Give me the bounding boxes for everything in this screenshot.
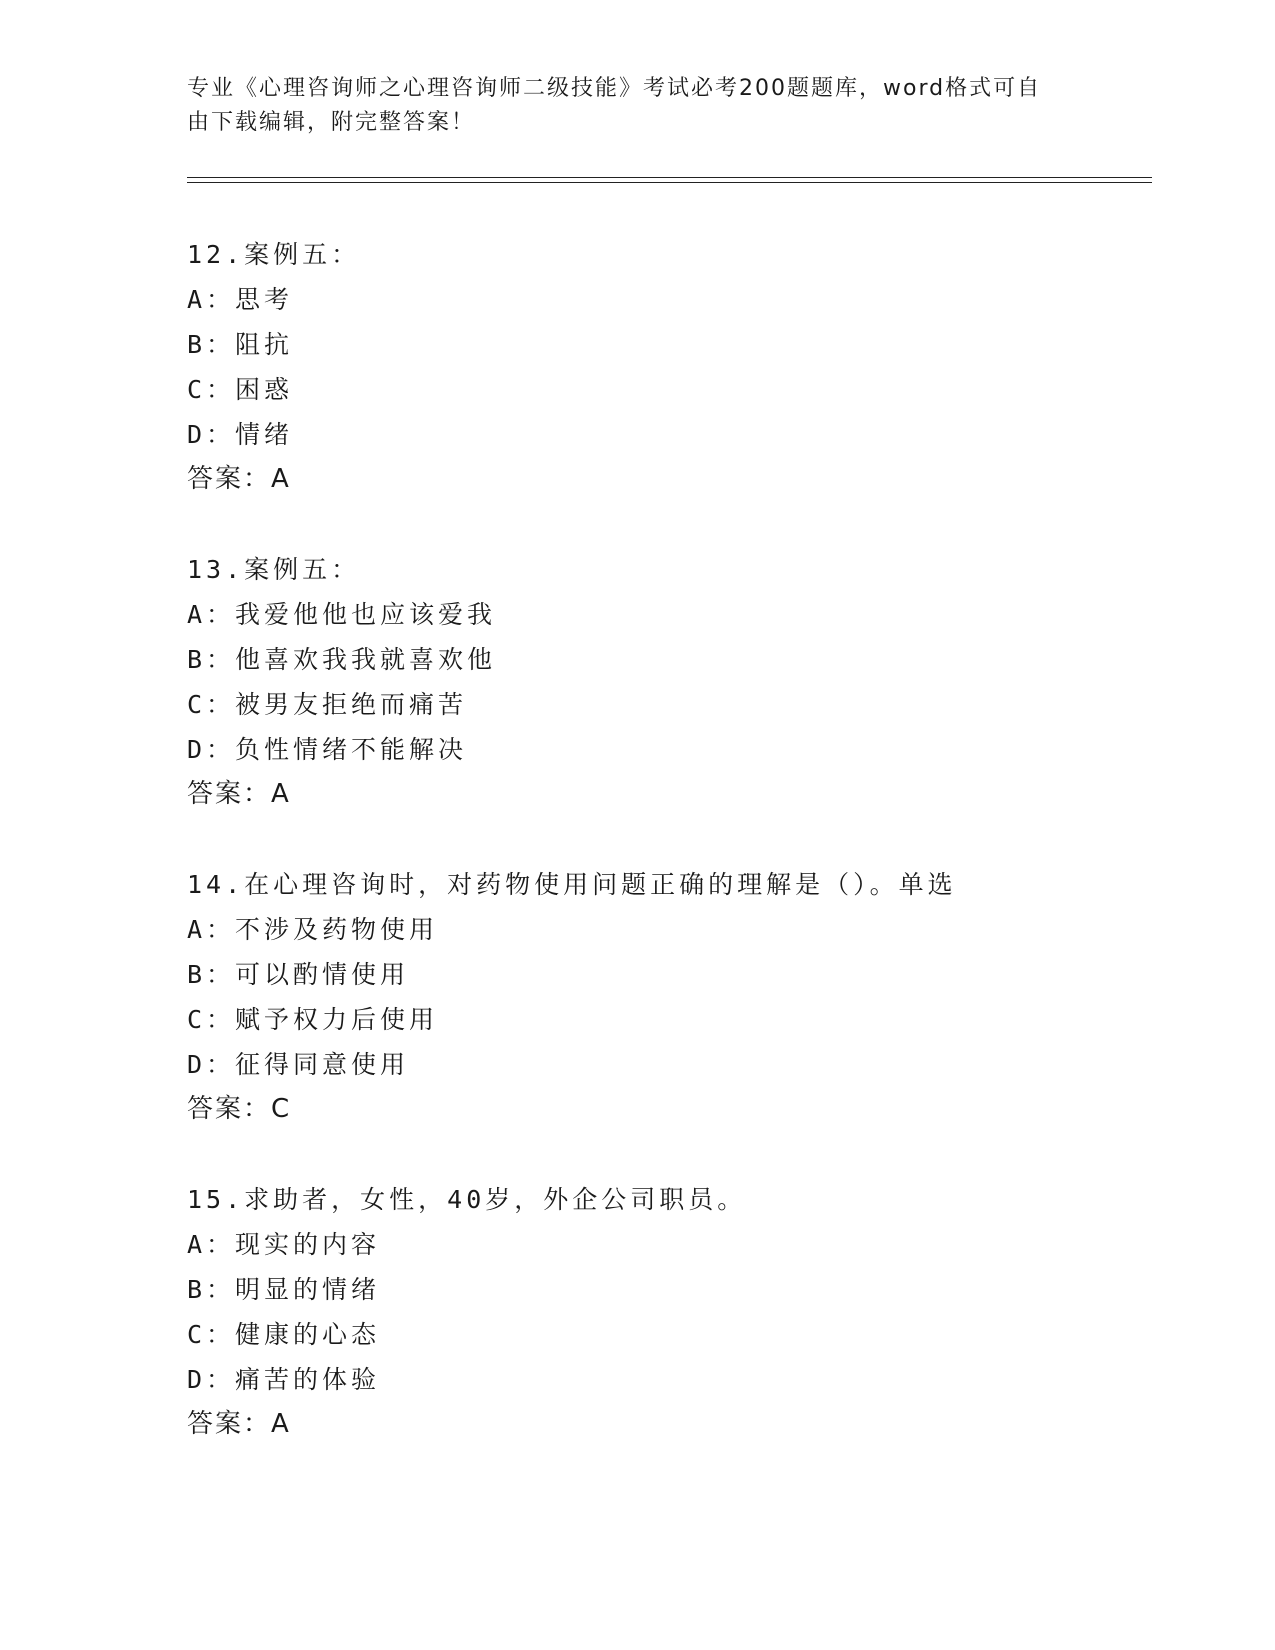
question-stem: 13.案例五： bbox=[187, 555, 361, 584]
option-a: A：我爱他他也应该爱我 bbox=[187, 600, 497, 629]
question-stem: 15.求助者，女性，40岁，外企公司职员。 bbox=[187, 1185, 747, 1214]
option-a: A：不涉及药物使用 bbox=[187, 915, 439, 944]
header-line-2: 由下载编辑，附完整答案！ bbox=[187, 110, 476, 135]
answer: 答案：A bbox=[187, 779, 291, 809]
question-stem: 12.案例五： bbox=[187, 240, 361, 269]
option-a: A：思考 bbox=[187, 285, 294, 314]
header-divider-top bbox=[187, 177, 1152, 178]
option-c: C：健康的心态 bbox=[187, 1320, 381, 1349]
answer: 答案：C bbox=[187, 1094, 292, 1124]
option-b: B：他喜欢我我就喜欢他 bbox=[187, 645, 497, 674]
option-c: C：赋予权力后使用 bbox=[187, 1005, 439, 1034]
option-c: C：被男友拒绝而痛苦 bbox=[187, 690, 468, 719]
option-d: D：负性情绪不能解决 bbox=[187, 735, 468, 764]
option-a: A：现实的内容 bbox=[187, 1230, 381, 1259]
answer: 答案：A bbox=[187, 464, 291, 494]
header-divider-bottom bbox=[187, 182, 1152, 183]
question-stem: 14.在心理咨询时，对药物使用问题正确的理解是（）。单选 bbox=[187, 870, 957, 899]
document-header bbox=[187, 72, 1087, 140]
option-b: B：可以酌情使用 bbox=[187, 960, 410, 989]
option-b: B：阻抗 bbox=[187, 330, 294, 359]
option-c: C：困惑 bbox=[187, 375, 294, 404]
answer: 答案：A bbox=[187, 1409, 291, 1439]
option-b: B：明显的情绪 bbox=[187, 1275, 381, 1304]
option-d: D：征得同意使用 bbox=[187, 1050, 410, 1079]
option-d: D：情绪 bbox=[187, 420, 294, 449]
header-line-1: 专业《心理咨询师之心理咨询师二级技能》考试必考200题题库，word格式可自 bbox=[187, 76, 1042, 101]
option-d: D：痛苦的体验 bbox=[187, 1365, 381, 1394]
